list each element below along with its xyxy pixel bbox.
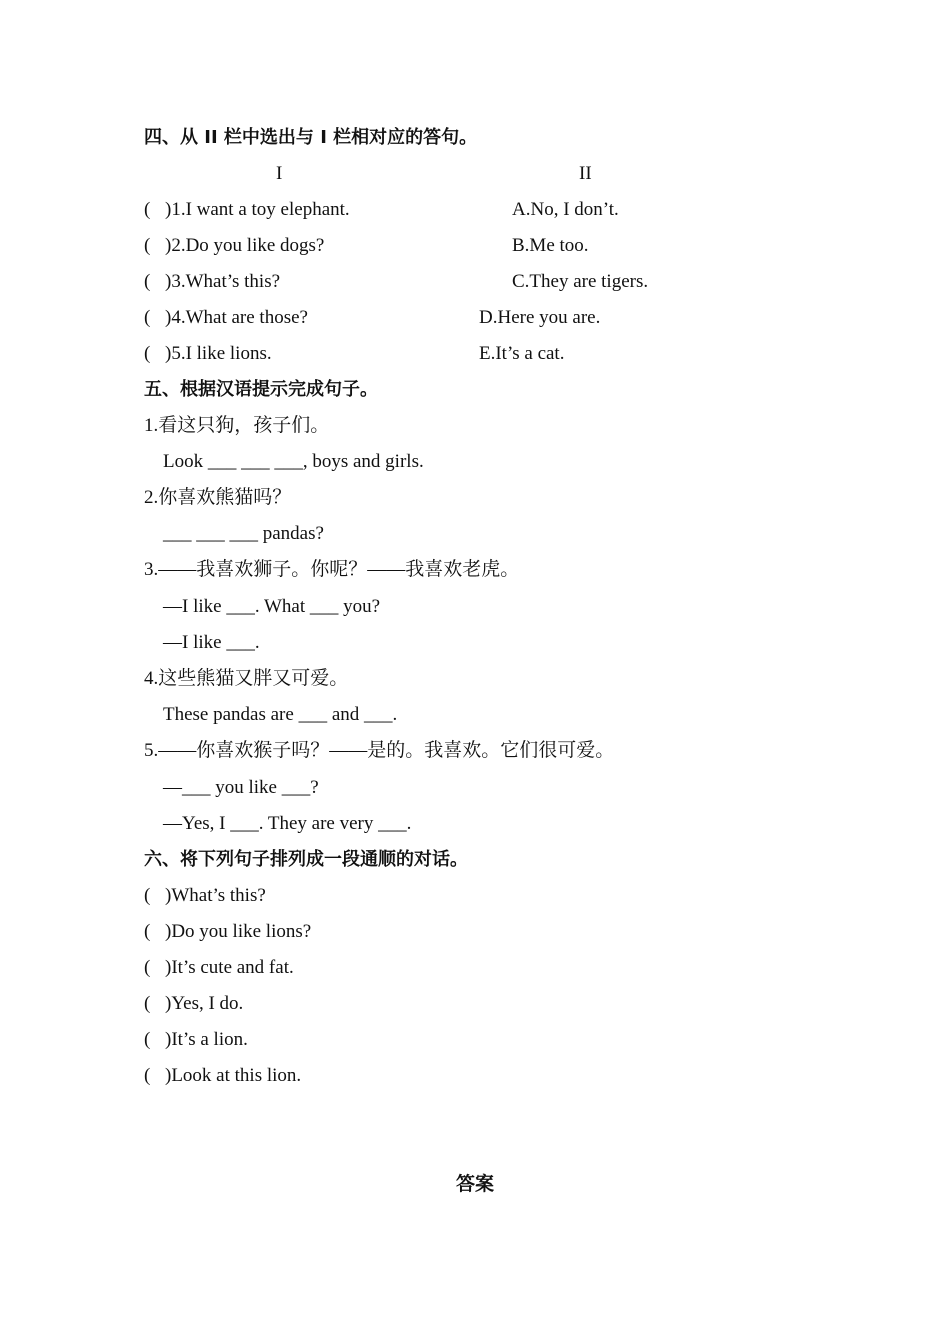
prompt-3-english-b: —I like ___. (163, 632, 260, 653)
column-ii-header: II (579, 163, 592, 184)
section6-heading: 六、将下列句子排列成一段通顺的对话。 (144, 849, 468, 870)
match-question-2: ( )2.Do you like dogs? (144, 235, 325, 256)
dialogue-line-2: ( )Do you like lions? (144, 921, 312, 942)
match-answer-a: A.No, I don’t. (512, 199, 619, 220)
match-question-5: ( )5.I like lions. (144, 343, 272, 364)
match-question-3: ( )3.What’s this? (144, 271, 281, 292)
prompt-2-chinese: 2.你喜欢熊猫吗？ (144, 487, 292, 508)
prompt-2-english: ___ ___ ___ pandas? (163, 523, 324, 544)
prompt-4-chinese: 4.这些熊猫又胖又可爱。 (144, 668, 349, 689)
dialogue-line-3: ( )It’s cute and fat. (144, 957, 294, 978)
section5-heading: 五、根据汉语提示完成句子。 (144, 379, 378, 400)
dialogue-line-1: ( )What’s this? (144, 885, 266, 906)
prompt-5-chinese: 5.——你喜欢猴子吗？——是的。我喜欢。它们很可爱。 (144, 740, 615, 761)
dialogue-line-4: ( )Yes, I do. (144, 993, 244, 1014)
prompt-1-chinese: 1.看这只狗，孩子们。 (144, 415, 330, 436)
prompt-5-english-a: —___ you like ___? (163, 777, 319, 798)
prompt-3-chinese: 3.——我喜欢狮子。你呢？——我喜欢老虎。 (144, 559, 520, 580)
column-i-header: I (276, 163, 283, 184)
match-answer-b: B.Me too. (512, 235, 589, 256)
section4-heading: 四、从 II 栏中选出与 I 栏相对应的答句。 (144, 127, 478, 148)
match-answer-d: D.Here you are. (479, 307, 601, 328)
dialogue-line-6: ( )Look at this lion. (144, 1065, 302, 1086)
prompt-5-english-b: —Yes, I ___. They are very ___. (163, 813, 412, 834)
prompt-4-english: These pandas are ___ and ___. (163, 704, 398, 725)
match-question-4: ( )4.What are those? (144, 307, 308, 328)
match-answer-e: E.It’s a cat. (479, 343, 565, 364)
match-answer-c: C.They are tigers. (512, 271, 649, 292)
dialogue-line-5: ( )It’s a lion. (144, 1029, 248, 1050)
match-question-1: ( )1.I want a toy elephant. (144, 199, 350, 220)
answer-title: 答案 (455, 1173, 494, 1195)
prompt-3-english-a: —I like ___. What ___ you? (163, 596, 381, 617)
prompt-1-english: Look ___ ___ ___, boys and girls. (163, 451, 424, 472)
